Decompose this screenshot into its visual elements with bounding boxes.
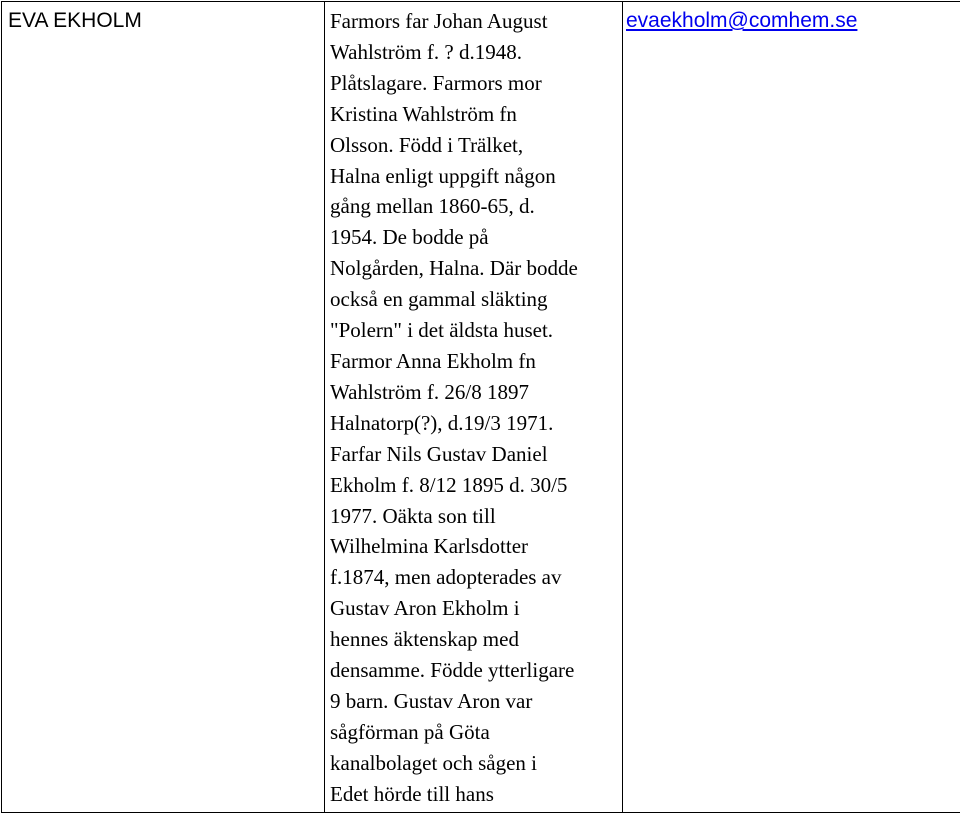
notes-line: Wahlström f. ? d.1948. — [330, 39, 522, 64]
notes-line: Nolgården, Halna. Där bodde — [330, 256, 578, 281]
notes-line: gång mellan 1860-65, d. — [330, 194, 535, 219]
notes-line: f.1874, men adopterades av — [330, 565, 562, 590]
notes-line: Olsson. Född i Trälket, — [330, 132, 524, 157]
notes-line: "Polern" i det äldsta huset. — [330, 318, 554, 343]
notes-line: Halnatorp(?), d.19/3 1971. — [330, 410, 554, 435]
notes-line: hennes äktenskap med — [330, 627, 519, 652]
notes-line: Gustav Aron Ekholm i — [330, 596, 520, 621]
notes-line: kanalbolaget och sågen i — [330, 750, 538, 775]
notes-line: sågförman på Göta — [330, 719, 490, 744]
notes-line: Kristina Wahlström fn — [330, 101, 517, 126]
notes-line: Edet hörde till hans — [330, 781, 494, 806]
notes-line: Halna enligt uppgift någon — [330, 163, 556, 188]
notes-line: Farmor Anna Ekholm fn — [330, 348, 536, 373]
email-link[interactable]: evaekholm@comhem.se — [626, 9, 858, 32]
person-name: EVA EKHOLM — [8, 9, 142, 32]
email-cell — [623, 2, 960, 813]
notes-line: densamme. Födde ytterligare — [330, 658, 575, 683]
notes-line: Farmors far Johan August — [330, 9, 548, 33]
notes-line: också en gammal släkting — [330, 287, 548, 312]
notes-line: Ekholm f. 8/12 1895 d. 30/5 — [330, 472, 568, 497]
genealogy-table — [1, 1, 960, 813]
notes-line: 1977. Oäkta son till — [330, 503, 496, 528]
notes-line: Wahlström f. 26/8 1897 — [330, 379, 529, 404]
notes-line: 9 barn. Gustav Aron var — [330, 688, 533, 713]
notes-line: Wilhelmina Karlsdotter — [330, 534, 529, 559]
notes-cell — [325, 2, 623, 813]
family-notes — [325, 2, 622, 810]
name-cell — [2, 2, 325, 813]
notes-line: Plåtslagare. Farmors mor — [330, 70, 542, 95]
notes-line: Farfar Nils Gustav Daniel — [330, 441, 548, 466]
notes-line: 1954. De bodde på — [330, 225, 489, 250]
table-row — [2, 2, 960, 813]
